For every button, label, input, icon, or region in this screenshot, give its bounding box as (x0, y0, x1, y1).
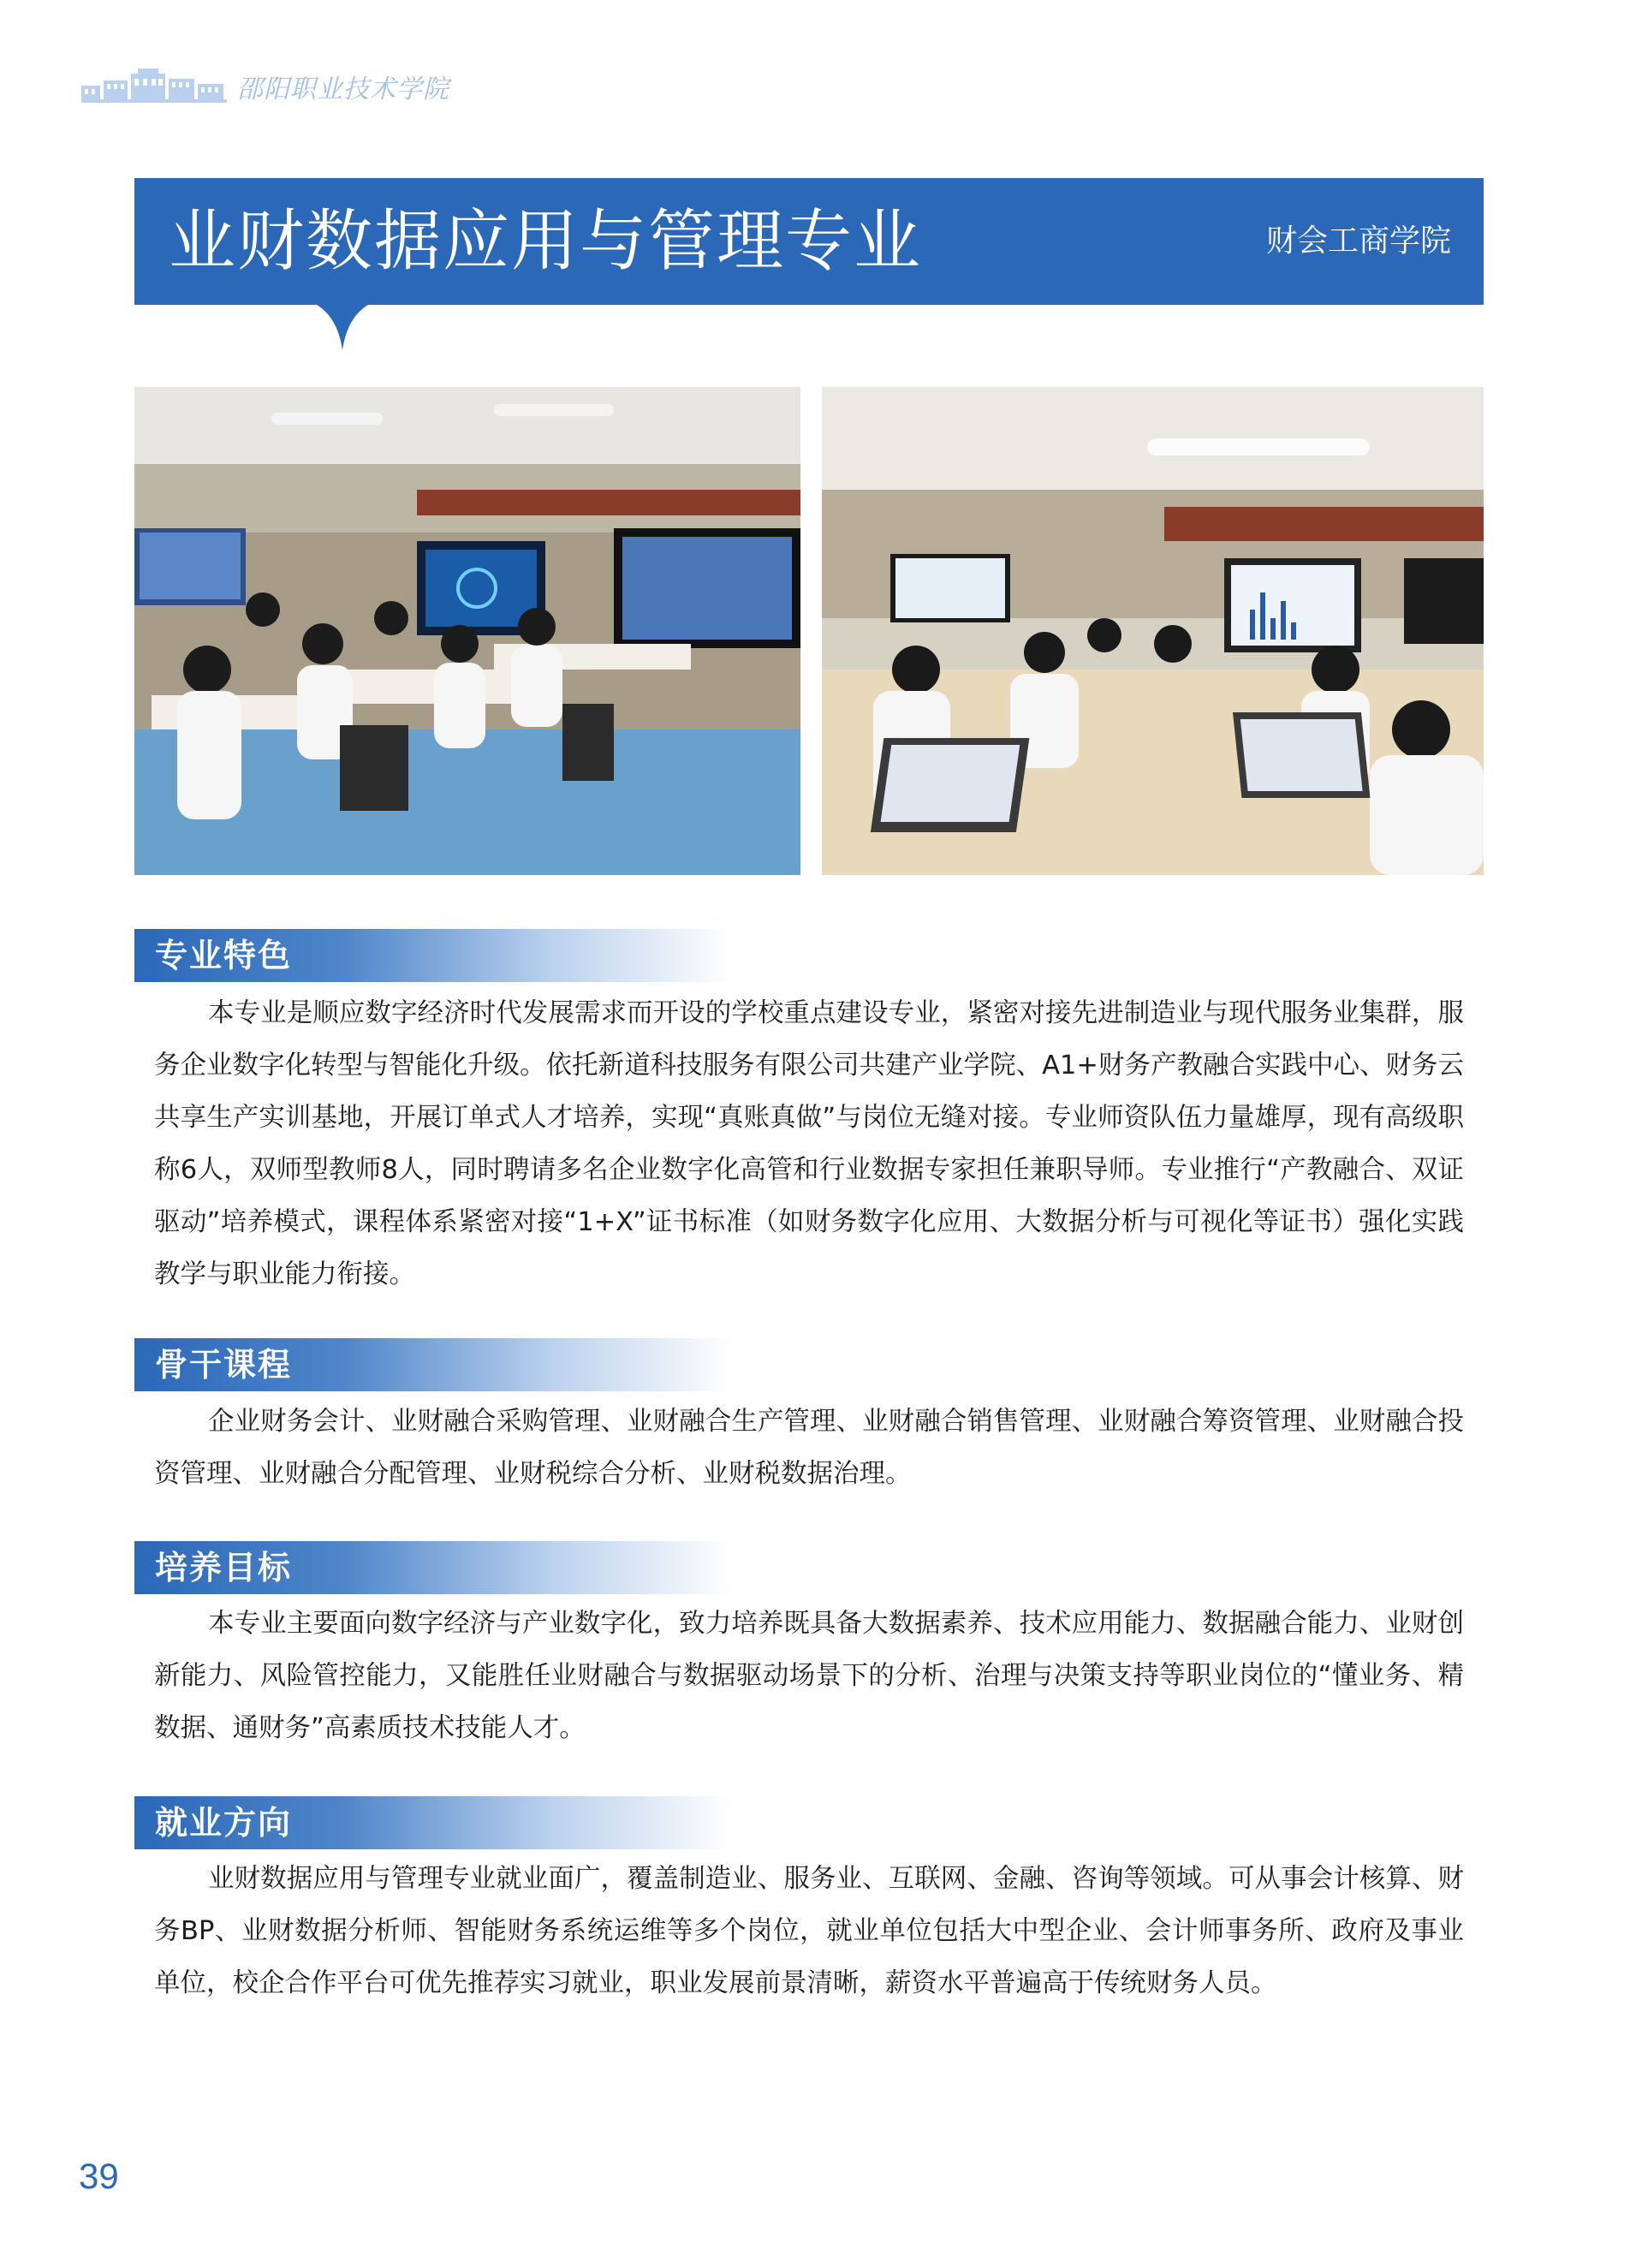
college-name: 财会工商学院 (1265, 223, 1451, 259)
classroom-photo-left (134, 387, 800, 875)
section-body-features: 本专业是顺应数字经济时代发展需求而开设的学校重点建设专业，紧密对接先进制造业与现代服务业集群，服务企业数字化转型与智能化升级。依托新道科技服务有限公司共建产业学院、A1+财务产教融合实践中心、财务云共享生产实训基地，开展订单式人才培养，实现“真账真做”与岗位无缝对接。专业师资队伍力量雄厚，现有高级职称6人，双师型教师8人，同时聘请多名企业数字化高管和行业数据专家担任兼职导师。专业推行“产教融合、双证驱动”培养模式，课程体系紧密对接“1+X”证书标准（如财务数字化应用、大数据分析与可视化等证书）强化实践教学与职业能力衔接。 (154, 998, 1464, 1289)
title-banner (134, 178, 1484, 305)
section-heading-text: 专业特色 (155, 937, 293, 974)
section-heading-features (134, 929, 734, 982)
section-heading-text: 培养目标 (155, 1549, 293, 1586)
section-body-employment: 业财数据应用与管理专业就业面广，覆盖制造业、服务业、互联网、金融、咨询等领域。可从事会计核算、财务BP、业财数据分析师、智能财务系统运维等多个岗位，就业单位包括大中型企业、会计师事务所、政府及事业单位，校企合作平台可优先推荐实习就业，职业发展前景清晰，薪资水平普遍高于传统财务人员。 (154, 1864, 1464, 1998)
section-heading-employment (134, 1796, 734, 1849)
section-body-goals: 本专业主要面向数字经济与产业数字化，致力培养既具备大数据素养、技术应用能力、数据融合能力、业财创新能力、风险管控能力，又能胜任业财融合与数据驱动场景下的分析、治理与决策支持等职业岗位的“懂业务、精数据、通财务”高素质技术技能人才。 (154, 1609, 1464, 1743)
banner-pointer-icon (312, 302, 372, 352)
section-body-courses: 企业财务会计、业财融合采购管理、业财融合生产管理、业财融合销售管理、业财融合筹资管理、业财融合投资管理、业财融合分配管理、业财税综合分析、业财税数据治理。 (154, 1407, 1464, 1489)
campus-building-icon (81, 68, 227, 104)
page-number: 39 (79, 2156, 119, 2196)
school-logo (81, 68, 449, 104)
school-name: 邵阳职业技术学院 (237, 74, 449, 104)
section-heading-goals (134, 1541, 734, 1594)
section-heading-courses (134, 1338, 734, 1391)
page-title: 业财数据应用与管理专业 (169, 203, 923, 280)
section-heading-text: 就业方向 (155, 1804, 293, 1842)
section-heading-text: 骨干课程 (155, 1346, 293, 1384)
classroom-photo-right (822, 387, 1484, 875)
